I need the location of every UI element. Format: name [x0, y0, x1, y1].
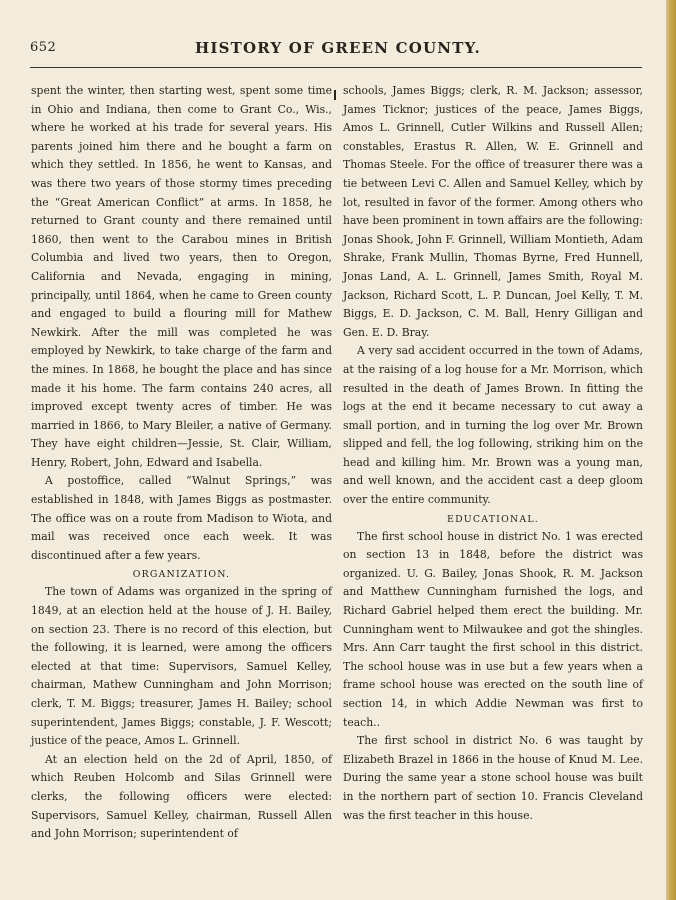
column-divider-mark [334, 90, 336, 100]
paragraph: A very sad accident occurred in the town of Adams, at the raising of a log house for a Mr. Morrison, which resulted in the death of James Brown. In fitting the logs at the end it became necessary to cut away a small portion, and in turning the log over Mr. Brown slipped and fell, the log following, striking him on the head and killing him. Mr. Brown was a young man, and well known, and the accident cast a deep gloom over the entire community. [343, 344, 643, 507]
paragraph: A postoffice, called “Walnut Springs,” was established in 1848, with James Biggs as postmaster. The office was on a route from Madison to Wiota, and mail was received once each week. It was discontinued after a few years. [31, 474, 332, 562]
page-header [30, 40, 646, 62]
paragraph: The town of Adams was organized in the spring of 1849, at an election held at the house of J. H. Bailey, on section 23. There is no record of this election, but the following, it is learned, were among the officers elected at that time: Supervisors, Samuel Kelley, chairman, Mathew Cunningham and John Morrison; clerk, T. M. Biggs; treasurer, James H. Bailey; school superintendent, James Biggs; constable, J. F. Wescott; justice of the peace, Amos L. Grinnell. [31, 585, 332, 748]
section-heading-organization: ORGANIZATION. [132, 569, 231, 581]
section-heading-educational: EDUCATIONAL. [447, 513, 539, 525]
paragraph: The first school in district No. 6 was taught by Elizabeth Brazel in 1866 in the house of Knud M. Lee. During the same year a stone school house was built in the northern part of section 10. Francis Cleveland was the first teacher in this house. [343, 734, 643, 822]
running-title: HISTORY OF GREEN COUNTY. [195, 39, 481, 57]
paragraph: At an election held on the 2d of April, 1850, of which Reuben Holcomb and Silas Grinnell were clerks, the following officers were elected: Supervisors, Samuel Kelley, chairman, Russell Allen and John Morrison; superintendent of [31, 752, 332, 841]
page-binding-edge [666, 0, 676, 900]
paragraph: schools, James Biggs; clerk, R. M. Jackson; assessor, James Ticknor; justices of the peace, James Biggs, Amos L. Grinnell, Cutler Wilkins and Russell Allen; constables, Erastus R. Allen, W. E. Grinnell and Thomas Steele. For the office of treasurer there was a tie between Levi C. Allen and Samuel Kelley, which by lot, resulted in favor of the former. Among others who have been prominent in town affairs are the following: Jonas Shook, John F. Grinnell, William Montieth, Adam Shrake, Frank Mullin, Thomas Byrne, Fred Hunnell, Jonas Land, A. L. Grinnell, James Smith, Royal M. Jackson, Richard Scott, L. P. Duncan, Joel Kelly, T. M. Biggs, E. D. Jackson, C. M. Ball, Henry Gilligan and Gen. E. D. Bray. [343, 84, 643, 339]
paragraph: spent the winter, then starting west, spent some time in Ohio and Indiana, then come to Grant Co., Wis., where he worked at his trade for several years. His parents joined him there and he bought a farm on which they settled. In 1856, he went to Kansas, and was there two years of those stormy times preceding the “Great American Conflict” at arms. In 1858, he returned to Grant county and there remained until 1860, then went to the Carabou mines in British Columbia and lived two years, then to Oregon, California and Nevada, engaging in mining, principally, until 1864, when he came to Green county and engaged to build a flouring mill for Mathew Newkirk. After the mill was completed he was employed by Newkirk, to take charge of the farm and the mines. In 1868, he bought the place and has since made it his home. The farm contains 240 acres, all improved except twenty acres of timber. He was married in 1866, to Mary Bleiler, a native of Germany. They have eight children—Jessie, St. Clair, William, Henry, Robert, John, Edward and Isabella. [31, 84, 332, 469]
page-number: 652 [30, 40, 57, 55]
paragraph: The first school house in district No. 1 was erected on section 13 in 1848, before the district was organized. U. G. Bailey, Jonas Shook, R. M. Jackson and Matthew Cunningham furnished the logs, and Richard Gabriel helped them erect the building. Mr. Cunningham went to Milwaukee and got the shingles. Mrs. Ann Carr taught the first school in this district. The school house was in use but a few years when a frame school house was erected on the south line of section 14, in which Addie Newman was first to teach.. [343, 529, 643, 729]
right-column [343, 82, 643, 825]
header-rule [30, 67, 642, 68]
left-column [31, 82, 332, 844]
